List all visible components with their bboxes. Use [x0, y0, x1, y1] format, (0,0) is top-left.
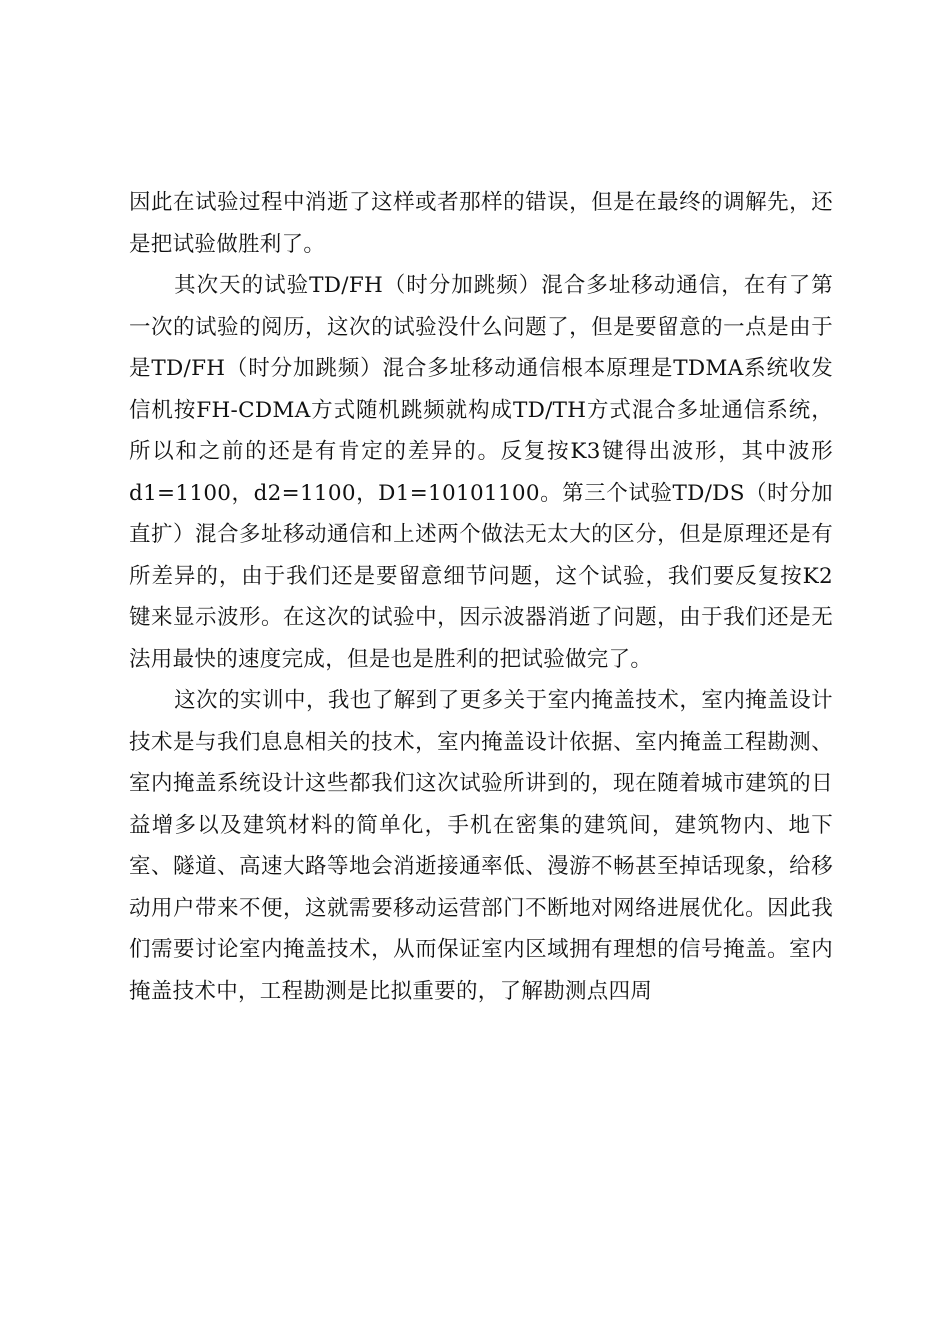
- paragraph-continuation: 因此在试验过程中消逝了这样或者那样的错误，但是在最终的调解先，还是把试验做胜利了。: [129, 190, 833, 257]
- paragraph-second-experiment: 其次天的试验TD/FH（时分加跳频）混合多址移动通信，在有了第一次的试验的阅历，这次的试验没什么问题了，但是要留意的一点是由于是TD/FH（时分加跳频）混合多址移动通信根本原理是TDMA系统收发信机按FH-CDMA方式随机跳频就构成TD/TH方式混合多址通信系统，所以和之前的还是有肯定的差异的。反复按K3键得出波形，其中波形d1=1100，d2=1100，D1=10101100。第三个试验TD/DS（时分加直扩）混合多址移动通信和上述两个做法无太大的区分，但是原理还是有所差异的，由于我们还是要留意细节问题，这个试验，我们要反复按K2键来显示波形。在这次的试验中，因示波器消逝了问题，由于我们还是无法用最快的速度完成，但是也是胜利的把试验做完了。: [129, 273, 833, 672]
- paragraph-indoor-coverage: 这次的实训中，我也了解到了更多关于室内掩盖技术，室内掩盖设计技术是与我们息息相关的技术，室内掩盖设计依据、室内掩盖工程勘测、室内掩盖系统设计这些都我们这次试验所讲到的，现在随着城市建筑的日益增多以及建筑材料的简单化，手机在密集的建筑间，建筑物内、地下室、隧道、高速大路等地会消逝接通率低、漫游不畅甚至掉话现象，给移动用户带来不便，这就需要移动运营部门不断地对网络进展优化。因此我们需要讨论室内掩盖技术，从而保证室内区域拥有理想的信号掩盖。室内掩盖技术中，工程勘测是比拟重要的，了解勘测点四周: [129, 688, 833, 1004]
- document-body: [129, 182, 833, 1012]
